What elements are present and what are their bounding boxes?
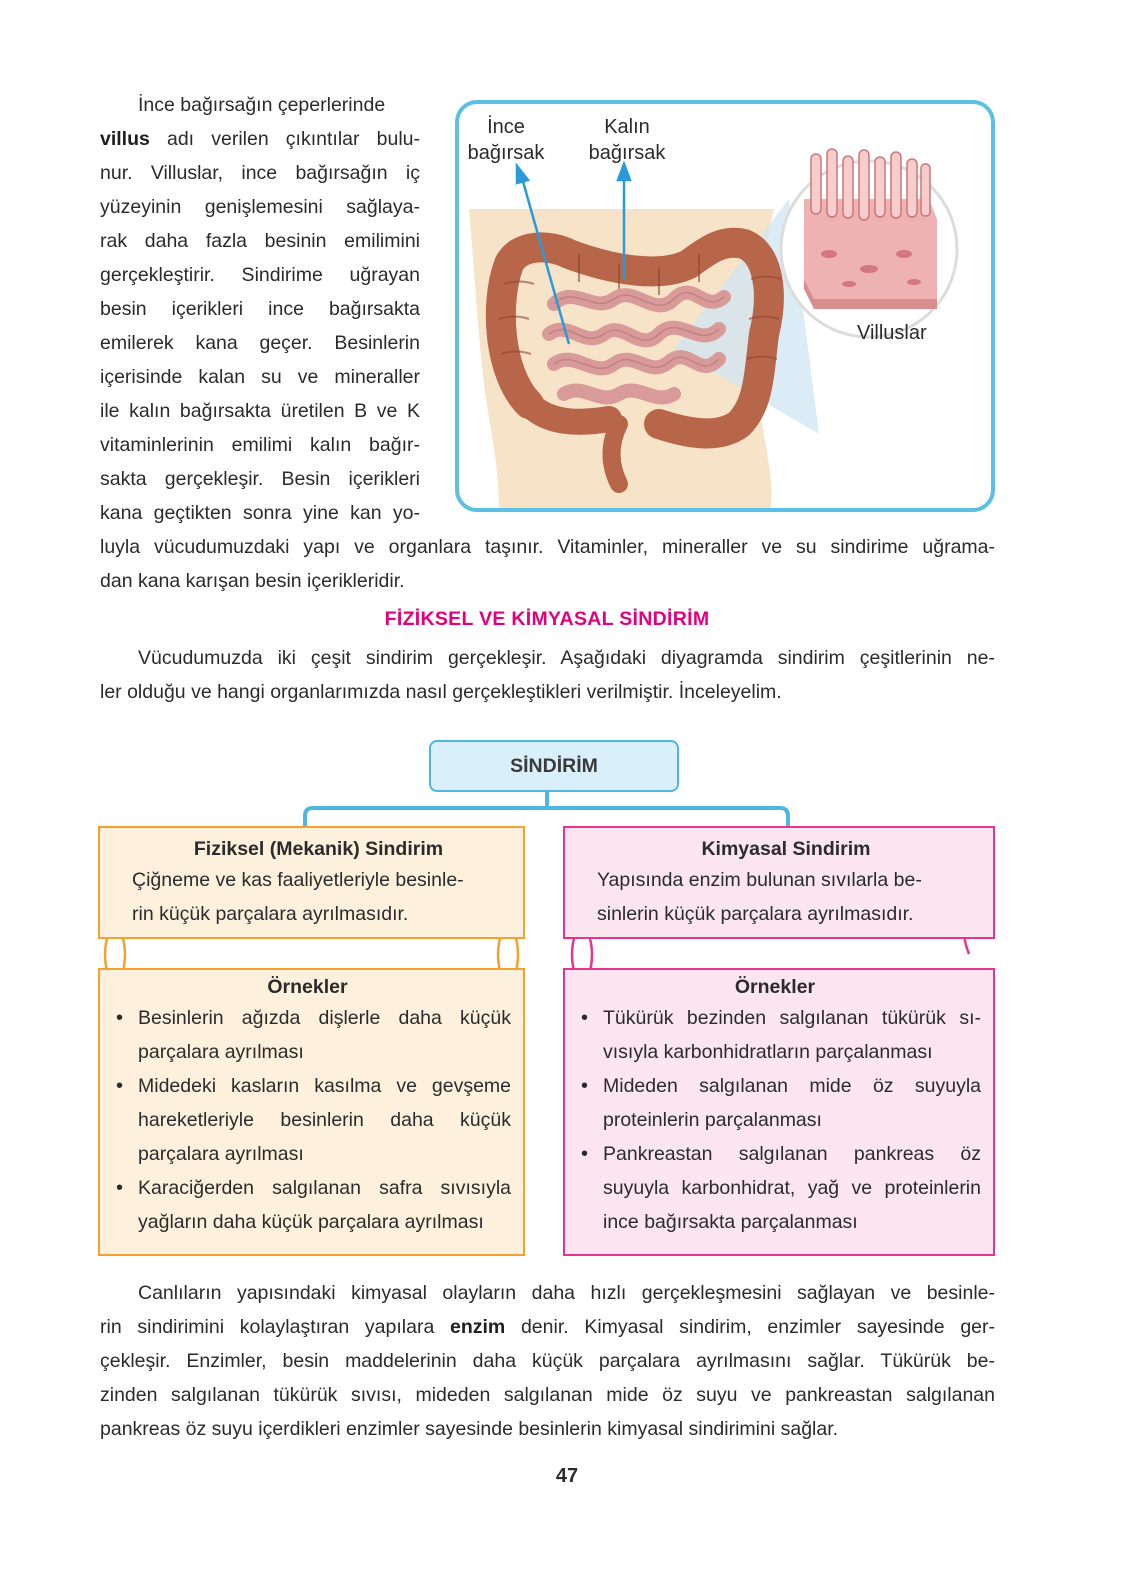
- text-span: pankreas öz suyu içerdikleri enzimler sayesinde besinlerin kimyasal sindirimini sağlar.: [100, 1418, 839, 1440]
- text-line: [100, 1310, 995, 1344]
- text-span: emilerek kana geçer. Besinlerin: [100, 332, 420, 354]
- text-span: gerçekleştirir. Sindirime uğrayan: [100, 264, 420, 286]
- text-span: Canlıların yapısındaki kimyasal olayların daha hızlı gerçekleşmesini sağlayan ve besinle-: [138, 1282, 995, 1304]
- text-line: [100, 1378, 995, 1412]
- label-small-intestine-line2: bağırsak: [467, 142, 545, 164]
- text-span: vitaminlerinin emilimi kalın bağır-: [100, 434, 420, 456]
- text-span: çekleşir. Enzimler, besin maddelerinin daha küçük parçalara ayrılmasını sağlar. Tükürük be-: [100, 1350, 995, 1372]
- example-line: vısıyla karbonhidratların parçalanması: [603, 1041, 933, 1063]
- text-span: yüzeyinin genişlemesini sağlaya-: [100, 196, 420, 218]
- text-line: [100, 530, 995, 564]
- example-line: • Midedeki kasların kasılma ve gevşeme: [138, 1075, 511, 1097]
- intro-paragraph: [100, 88, 420, 530]
- text-span: kana geçtikten sonra yine kan yo-: [100, 502, 420, 524]
- text-line: [100, 122, 420, 156]
- text-span: sakta gerçekleşir. Besin içerikleri: [100, 468, 420, 490]
- example-line: ince bağırsakta parçalanması: [603, 1211, 858, 1233]
- text-line: [100, 360, 420, 394]
- example-line: • Mideden salgılanan mide öz suyuyla: [603, 1075, 981, 1097]
- bold-term: villus: [100, 128, 150, 150]
- example-line: • Besinlerin ağızda dişlerle daha küçük: [138, 1007, 511, 1029]
- text-span: zinden salgılanan tükürük sıvısı, mideden salgılanan mide öz suyu ve pankreastan salgılanan: [100, 1384, 995, 1406]
- text-line: [100, 156, 420, 190]
- example-line: • Karaciğerden salgılanan safra sıvısıyla: [138, 1177, 511, 1199]
- intestine-figure: [455, 100, 995, 512]
- text-line: [100, 641, 995, 675]
- text-span: İnce bağırsağın çeperlerinde: [138, 94, 386, 116]
- example-line: parçalara ayrılması: [138, 1041, 304, 1063]
- example-line: yağların daha küçük parçalara ayrılması: [138, 1211, 484, 1233]
- text-span: nur. Villuslar, ince bağırsağın iç: [100, 162, 420, 184]
- label-small-intestine: [461, 114, 551, 166]
- text-line: [100, 394, 420, 428]
- physical-digestion-box: [98, 826, 525, 939]
- chemical-desc-line: Yapısında enzim bulunan sıvılarla be-: [597, 869, 922, 891]
- page-number: 47: [555, 1465, 579, 1487]
- text-line: [100, 1412, 995, 1446]
- section-intro-paragraph: [100, 641, 995, 709]
- text-span: rak daha fazla besinin emilimini: [100, 230, 420, 252]
- text-span: besin içerikleri ince bağırsakta: [100, 298, 420, 320]
- text-line: [100, 496, 420, 530]
- physical-desc-line: rin küçük parçalara ayrılmasıdır.: [132, 903, 409, 925]
- chemical-digestion-desc: [597, 863, 975, 931]
- text-line: [100, 564, 995, 598]
- root-box-sindirim: SİNDİRİM: [429, 740, 679, 792]
- example-line: hareketleriyle besinlerin daha küçük: [138, 1109, 511, 1131]
- text-span: luyla vücudumuzdaki yapı ve organlara taşınır. Vitaminler, mineraller ve su sindirime uğrama-: [100, 536, 995, 558]
- closing-paragraph: [100, 1276, 995, 1446]
- text-span: Vücudumuzda iki çeşit sindirim gerçekleşir. Aşağıdaki diyagramda sindirim çeşitlerinin ne-: [138, 647, 995, 669]
- chemical-digestion-box: [563, 826, 995, 939]
- label-villi: Villuslar: [857, 322, 927, 344]
- example-line: parçalara ayrılması: [138, 1143, 304, 1165]
- example-item: [569, 1069, 981, 1137]
- bold-term: enzim: [449, 1316, 506, 1338]
- example-item: [569, 1001, 981, 1069]
- physical-digestion-title: Fiziksel (Mekanik) Sindirim: [193, 838, 444, 860]
- physical-desc-line: Çiğneme ve kas faaliyetleriyle besinle-: [132, 869, 464, 891]
- text-line: [100, 326, 420, 360]
- text-line: [100, 675, 995, 709]
- example-line: • Tükürük bezinden salgılanan tükürük sı-: [603, 1007, 981, 1029]
- text-line: [100, 292, 420, 326]
- example-item: [569, 1137, 981, 1239]
- label-large-intestine-line1: Kalın: [604, 116, 650, 138]
- text-line: [100, 258, 420, 292]
- chemical-digestion-title: Kimyasal Sindirim: [701, 838, 871, 860]
- text-span: ile kalın bağırsakta üretilen B ve K: [100, 400, 420, 422]
- physical-examples-box: [98, 968, 525, 1256]
- chemical-examples-list: [569, 1001, 981, 1239]
- text-line: [100, 88, 420, 122]
- example-line: proteinlerin parçalanması: [603, 1109, 822, 1131]
- example-line: suyuyla karbonhidrat, yağ ve proteinlerin: [603, 1177, 981, 1199]
- label-large-intestine-line2: bağırsak: [588, 142, 666, 164]
- text-line: [100, 1276, 995, 1310]
- text-span: içerisinde kalan su ve mineraller: [100, 366, 420, 388]
- chemical-examples-box: [563, 968, 995, 1256]
- label-small-intestine-line1: İnce: [487, 116, 525, 138]
- chemical-desc-line: sinlerin küçük parçalara ayrılmasıdır.: [597, 903, 914, 925]
- label-large-intestine: [579, 114, 675, 166]
- example-item: [104, 1069, 511, 1171]
- example-item: [104, 1001, 511, 1069]
- chemical-examples-title: Örnekler: [734, 976, 816, 998]
- text-span: rin sindirimini kolaylaştıran yapılara: [100, 1316, 450, 1338]
- text-span: dan kana karışan besin içerikleridir.: [100, 570, 405, 592]
- text-span: adı verilen çıkıntılar bulu-: [149, 128, 420, 150]
- text-line: [100, 1344, 995, 1378]
- text-line: [100, 462, 420, 496]
- example-item: [104, 1171, 511, 1239]
- physical-examples-title: Örnekler: [267, 976, 348, 998]
- section-heading: FİZİKSEL VE KİMYASAL SİNDİRİM: [384, 608, 710, 630]
- text-line: [100, 428, 420, 462]
- text-span: denir. Kimyasal sindirim, enzimler sayesinde ger-: [505, 1316, 995, 1338]
- intro-paragraph-continued: [100, 530, 995, 598]
- physical-digestion-desc: [132, 863, 505, 931]
- example-line: • Pankreastan salgılanan pankreas öz: [603, 1143, 981, 1165]
- physical-examples-list: [104, 1001, 511, 1239]
- text-line: [100, 224, 420, 258]
- text-line: [100, 190, 420, 224]
- text-span: ler olduğu ve hangi organlarımızda nasıl gerçekleştikleri verilmiştir. İnceleyelim.: [100, 681, 782, 703]
